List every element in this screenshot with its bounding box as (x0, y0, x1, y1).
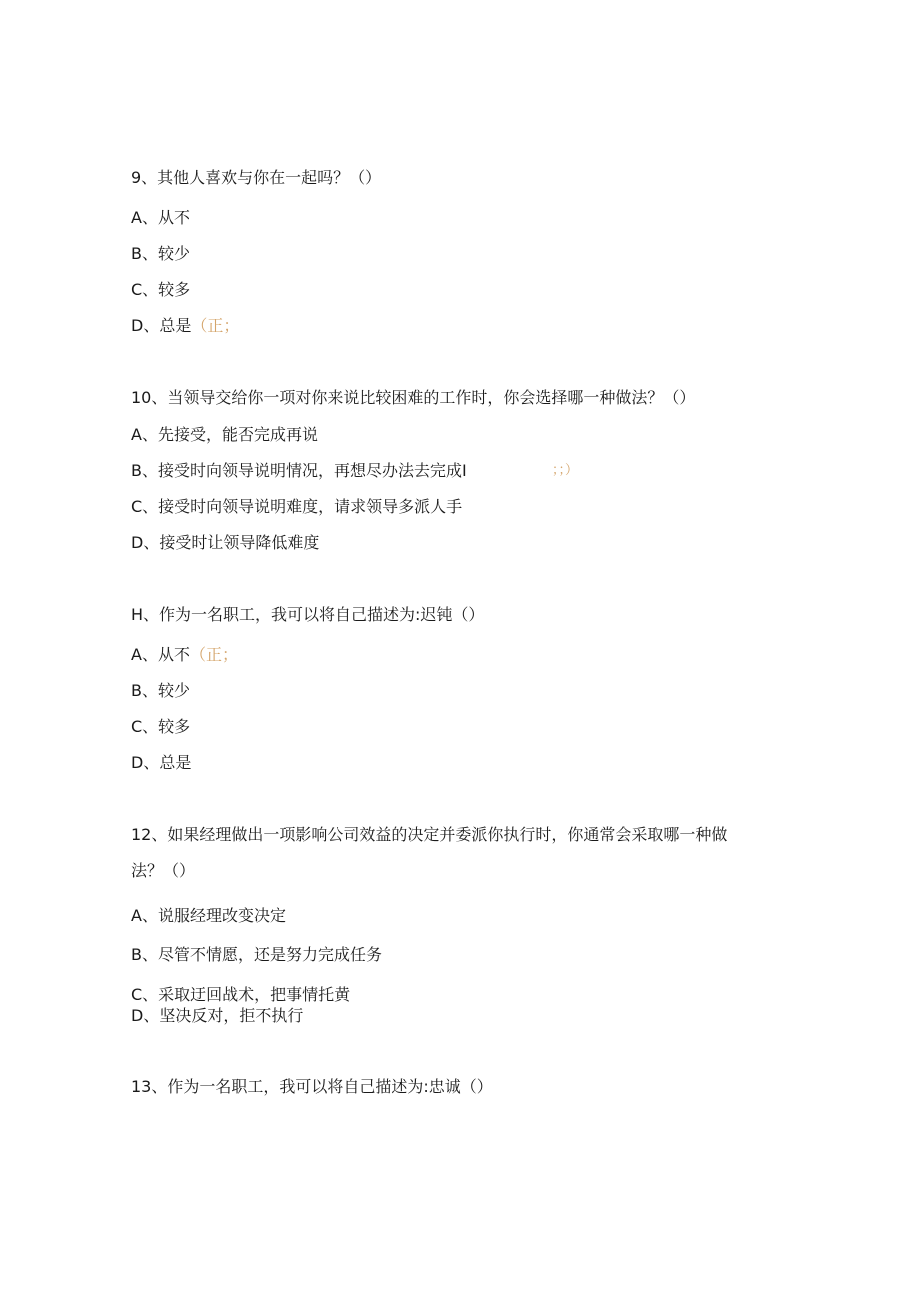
question-11-option-d: D、总是 (131, 753, 192, 772)
question-12-option-b: B、尽管不情愿，还是努力完成任务 (131, 945, 382, 964)
question-12-option-d: D、坚决反对，拒不执行 (131, 1006, 304, 1025)
answer-note: ；；） (552, 463, 579, 478)
question-10-option-d: D、接受时让领导降低难度 (131, 533, 320, 552)
question-11-option-c: C、较多 (131, 717, 191, 736)
question-9-option-d (131, 316, 239, 336)
question-12-option-c: C、采取迂回战术，把事情托黄 (131, 985, 351, 1004)
question-9-option-c: C、较多 (131, 280, 191, 299)
question-11-option-b: B、较少 (131, 681, 190, 700)
option-text: A、从不 (131, 645, 190, 664)
question-9-option-a: A、从不 (131, 208, 190, 227)
question-10-option-b: B、接受时向领导说明情况，再想尽办法去完成I (131, 461, 467, 480)
question-12-prompt-line2: 法？（） (131, 861, 196, 880)
question-12-prompt-line1: 12、如果经理做出一项影响公司效益的决定并委派你执行时，你通常会采取哪一种做 (131, 825, 728, 844)
question-9-prompt: 9、其他人喜欢与你在一起吗？（） (131, 168, 382, 187)
question-13-prompt: 13、作为一名职工，我可以将自己描述为:忠诚（） (131, 1077, 493, 1096)
question-10-prompt: 10、当领导交给你一项对你来说比较困难的工作时，你会选择哪一种做法？（） (131, 388, 696, 407)
option-text: D、总是 (131, 316, 192, 335)
question-11-prompt: H、作为一名职工，我可以将自己描述为:迟钝（） (131, 605, 485, 624)
question-10-option-c: C、接受时向领导说明难度，请求领导多派人手 (131, 497, 463, 516)
answer-note: （正； (189, 645, 238, 664)
question-9-option-b: B、较少 (131, 244, 190, 263)
question-12-option-a: A、说服经理改变决定 (131, 906, 286, 925)
question-11-option-a (131, 645, 238, 665)
answer-note: （正； (191, 316, 240, 335)
question-10-option-a: A、先接受，能否完成再说 (131, 425, 318, 444)
